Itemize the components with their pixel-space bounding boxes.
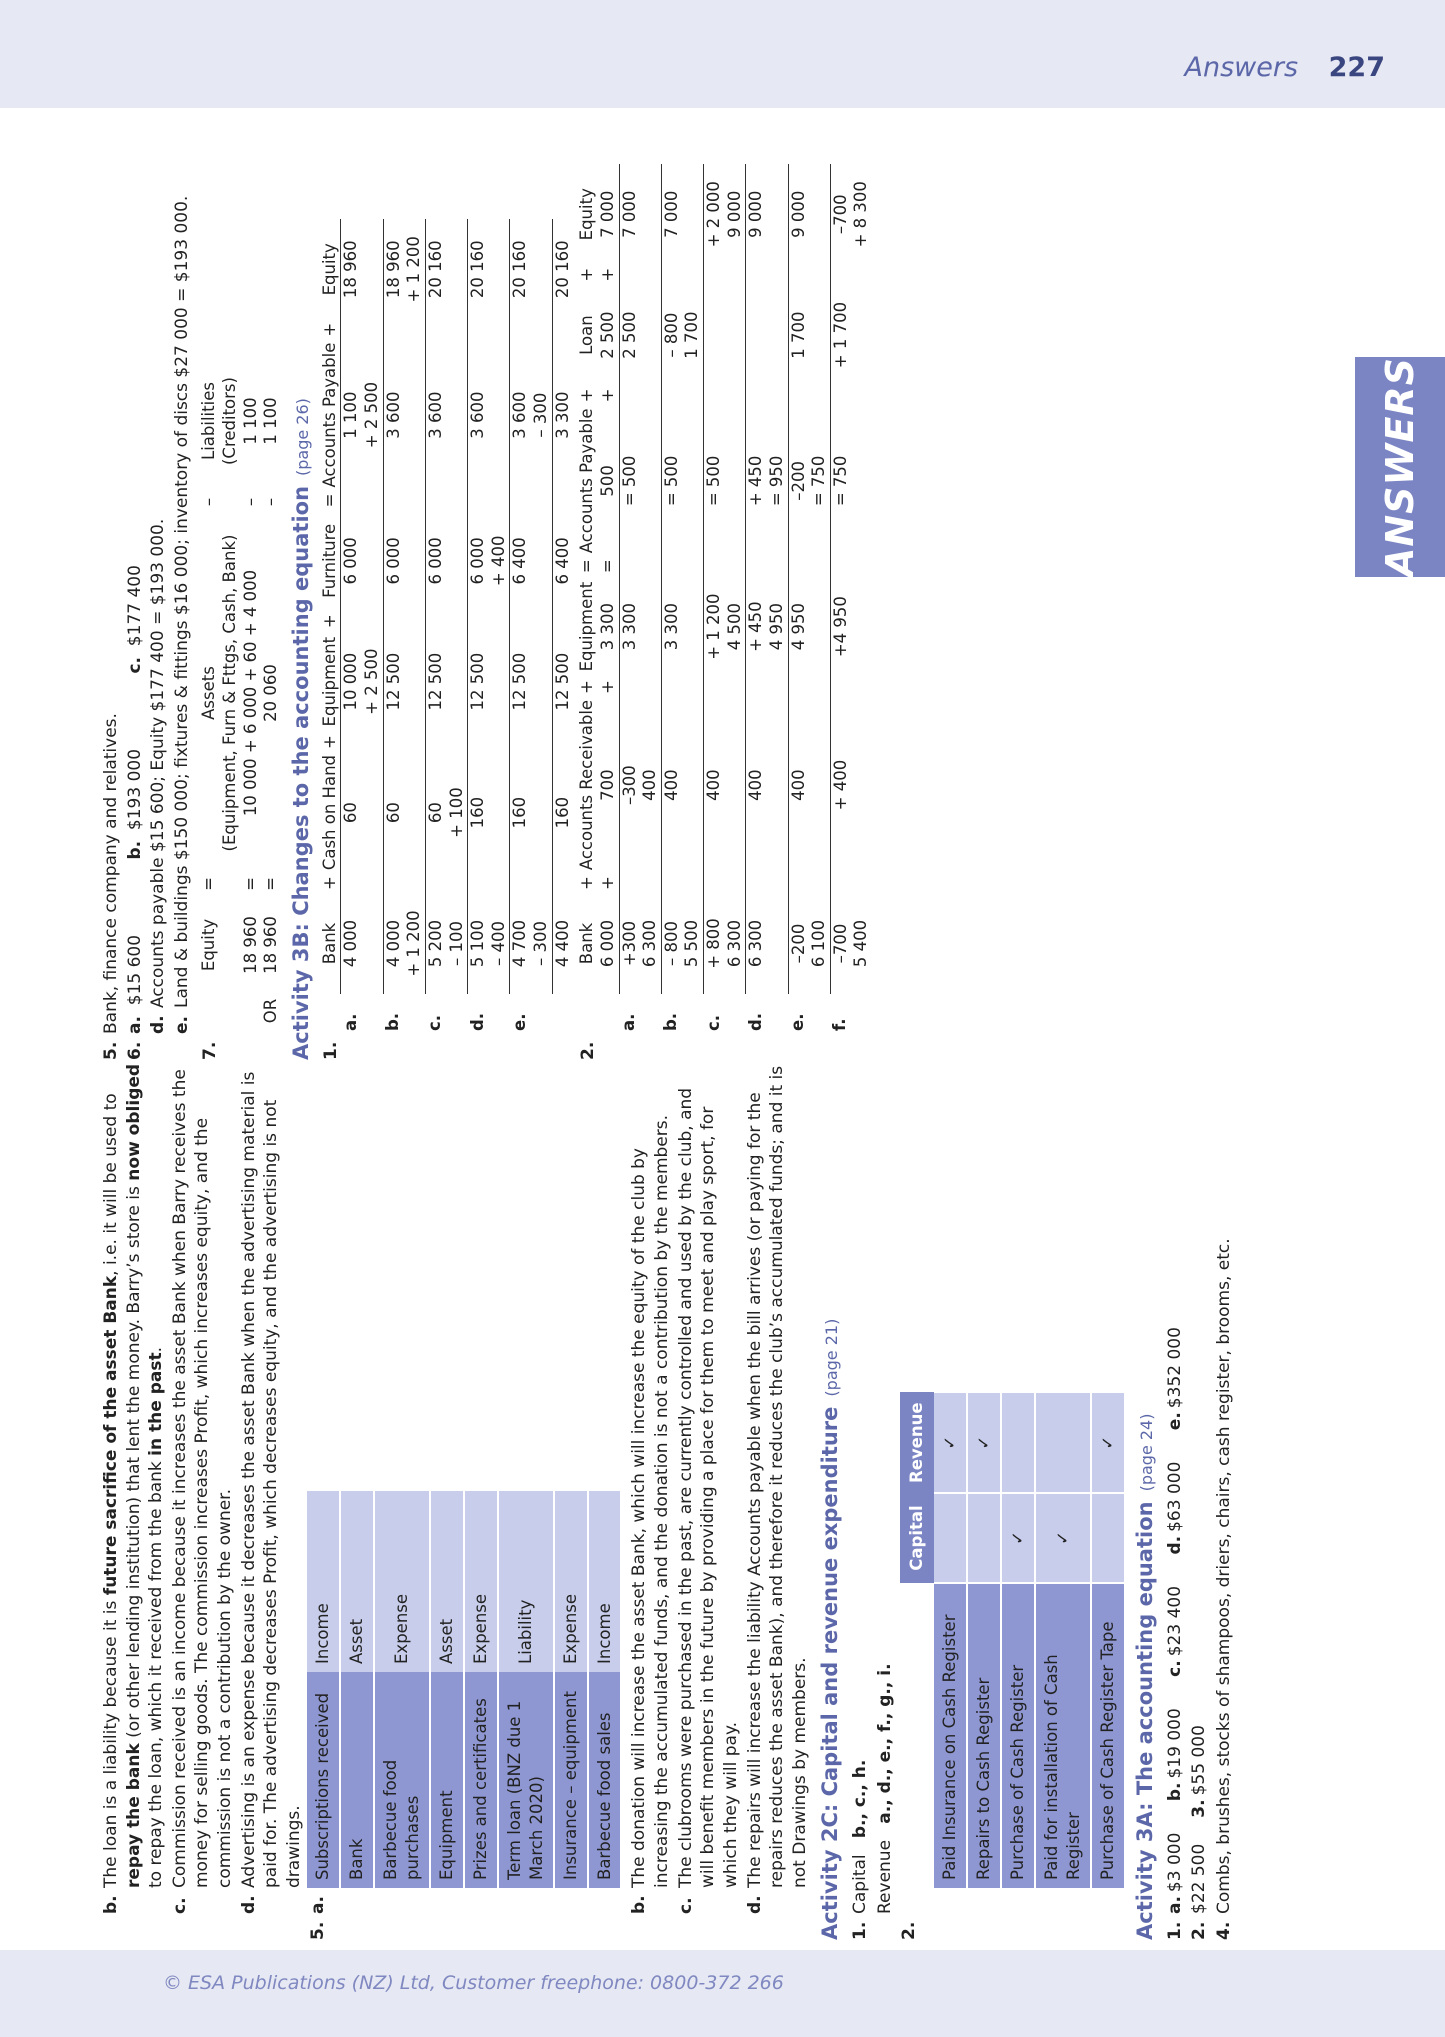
column-header: Loan <box>577 315 597 355</box>
revenue-tick <box>1035 1392 1091 1493</box>
table-row <box>1091 1392 1125 1888</box>
operator-spacer <box>704 556 746 576</box>
equation-row <box>468 219 510 1034</box>
equation-cell: = 500 <box>661 405 703 556</box>
capital-tick <box>934 1493 967 1583</box>
operator: + <box>577 267 597 282</box>
operator-spacer <box>425 873 467 893</box>
row-label: d. <box>467 1012 487 1031</box>
operator-spacer <box>341 873 383 893</box>
equation-cell: 18 960 <box>341 219 383 320</box>
equation-cell: 12 500 <box>425 631 467 732</box>
equation-row <box>746 164 788 1034</box>
act3a-q2-q3: 2. $22 5003.$55 000 <box>1189 1725 1210 1940</box>
revenue-tick: ✓ <box>967 1392 1001 1493</box>
item-classification: Liability <box>498 1491 554 1672</box>
equation-cell: 160 <box>510 752 552 873</box>
column-header: Furniture <box>319 523 339 598</box>
equation-cell: 4 000 <box>341 893 383 994</box>
equation-cell: 160 <box>552 752 573 873</box>
operator-spacer <box>341 732 383 752</box>
item-name: Bank <box>340 1672 374 1888</box>
equation-cell: + 1 700 <box>830 285 872 386</box>
equation-cell: 20 160 <box>468 219 510 320</box>
operator-spacer <box>661 677 703 697</box>
table-row <box>934 1392 967 1888</box>
revenue-tick: ✓ <box>934 1392 967 1493</box>
operator-spacer <box>830 873 872 893</box>
equation-row <box>830 164 872 1034</box>
operator-spacer <box>510 320 552 340</box>
opening-value: 500 <box>597 465 617 497</box>
row-label: c. <box>703 1014 723 1031</box>
equation-cell: = 500 <box>704 405 746 556</box>
equation-cell: 4 000 + 1 200 <box>383 893 425 994</box>
answer-d: d. Advertising is an expense because it decreases the asset Bank when the advertising material is paid for. The advertising decreases Profit, which decreases equity, and the advertising is not drawings. <box>238 1071 304 1914</box>
equation-cell: 3 300 <box>552 340 573 491</box>
col-revenue: Revenue <box>900 1392 934 1493</box>
operator-spacer <box>341 491 383 511</box>
operator-spacer <box>661 556 703 576</box>
operator-spacer <box>341 611 383 631</box>
column-header: Accounts Payable <box>577 408 597 554</box>
operator-spacer <box>704 386 746 406</box>
operator-spacer <box>746 386 788 406</box>
table-row <box>588 1491 622 1888</box>
equation-cell: 20 160 <box>510 219 552 320</box>
row-label: b. <box>661 1012 681 1031</box>
capital-tick: ✓ <box>1001 1493 1035 1583</box>
act2c-q2: 2. <box>899 1921 920 1940</box>
table-row <box>1001 1392 1035 1888</box>
equation-row <box>510 219 552 1034</box>
row-label: a. <box>619 1013 639 1031</box>
answers-side-tab <box>1355 357 1445 577</box>
operator-spacer <box>830 677 872 697</box>
operator-spacer <box>552 732 573 752</box>
row-label: e. <box>788 1013 808 1031</box>
expenditure-item: Repairs to Cash Register <box>967 1583 1001 1888</box>
operator-spacer <box>704 265 746 285</box>
operator-spacer <box>383 732 425 752</box>
equation-cell: + 800 6 300 <box>704 893 746 994</box>
equation-cell: 3 300 <box>661 576 703 677</box>
expenditure-item: Purchase of Cash Register <box>1001 1583 1035 1888</box>
opening-value: 3 300 <box>597 602 617 651</box>
equation-cell: 400 <box>788 697 830 873</box>
operator-spacer <box>746 556 788 576</box>
equation-cell: 3 300 <box>619 576 661 677</box>
operator-spacer <box>425 611 467 631</box>
operator-spacer <box>383 611 425 631</box>
section-title: Answers <box>1184 52 1299 83</box>
operator: = <box>319 493 339 508</box>
capital-tick: ✓ <box>1035 1493 1091 1583</box>
equation-cell: 9 000 <box>788 164 830 265</box>
table-row <box>498 1491 554 1888</box>
item-classification: Asset <box>430 1491 464 1672</box>
operator-spacer <box>383 491 425 511</box>
operator-spacer <box>661 386 703 406</box>
activity-2c-heading: Activity 2C: Capital and revenue expenditure(page 21) <box>818 1318 843 1940</box>
table-row <box>430 1491 464 1888</box>
table-row <box>464 1491 498 1888</box>
answer-6e: e. Land & buildings $150 000; fixtures & fittings $16 000; inventory of discs $27 000 = $193 000. <box>171 195 192 1034</box>
operator-spacer <box>619 265 661 285</box>
equation-cell: 4 950 <box>788 576 830 677</box>
operator: + <box>577 388 597 403</box>
item-classification: Expense <box>374 1491 430 1672</box>
col-capital: Capital <box>900 1493 934 1583</box>
column-header: Equipment <box>319 636 339 727</box>
operator-spacer <box>830 556 872 576</box>
operator-spacer <box>510 491 552 511</box>
equation-cell: –700 5 400 <box>830 893 872 994</box>
operator: = <box>597 559 617 574</box>
equation-cell: 5 100 – 400 <box>468 893 510 994</box>
equation-cell: 9 000 <box>746 164 788 265</box>
expenditure-item: Paid for installation of Cash Register <box>1035 1583 1091 1888</box>
act3a-q4: 4. Combs, brushes, stocks of shampoos, driers, chairs, cash register, brooms, etc. <box>1213 1238 1234 1940</box>
equation-cell: + 450 4 950 <box>746 576 788 677</box>
operator-spacer <box>425 732 467 752</box>
operator-spacer <box>552 491 573 511</box>
revenue-tick: ✓ <box>1091 1392 1125 1493</box>
operator-spacer <box>661 265 703 285</box>
equation-cell: + 450 = 950 <box>746 405 788 556</box>
answer-7: 7. Equity = Assets – Liabilities (Equipment, Furn & Fttgs, Cash, Bank) (Creditors) 18 960 = 10 000 + 6 000 + 60 + 4 000 – 1 100 OR 18 960 = 20 060 – 1 100 <box>199 125 282 1060</box>
operator: + <box>319 614 339 629</box>
opening-value: 6 000 <box>597 919 617 968</box>
equation-cell: 5 200 – 100 <box>425 893 467 994</box>
equation-cell: 400 <box>704 697 746 873</box>
row-label-spacer <box>320 994 341 1034</box>
item-name: Term loan (BNZ due 1 March 2020) <box>498 1672 554 1888</box>
row-label: e. <box>509 1013 529 1031</box>
equation-cell: 7 000 <box>661 164 703 265</box>
equation-cell: 1 700 <box>788 285 830 386</box>
equation-row <box>619 164 661 1034</box>
equation-row <box>425 219 467 1034</box>
equation-cell: 18 960 + 1 200 <box>383 219 425 320</box>
operator-spacer <box>619 386 661 406</box>
table-row <box>1035 1392 1091 1888</box>
operator-spacer <box>619 873 661 893</box>
equation-cell: 20 160 <box>425 219 467 320</box>
equation-cell: 6 000 <box>425 510 467 611</box>
column-header: Bank <box>577 922 597 965</box>
row-label: b. <box>383 1012 403 1031</box>
row-label-spacer <box>577 994 598 1034</box>
item-name: Barbecue food sales <box>588 1672 622 1888</box>
table-row <box>967 1392 1001 1888</box>
operator: + <box>319 735 339 749</box>
item-classification: Income <box>588 1491 622 1672</box>
answer-5d: d. The repairs will increase the liability Accounts payable when the bill arrives (or paying for the repairs reduces the asset Bank), and therefore it reduces the club’s accumulated funds; and it is not Drawings by members. <box>744 1065 810 1914</box>
equation-cell: 4 700 – 300 <box>510 893 552 994</box>
answer-6abc: 6. a. $15 600 b. $193 000 c. $177 400 <box>124 565 145 1060</box>
column-header: Equity <box>577 188 597 241</box>
table-row <box>340 1491 374 1888</box>
column-header: Equity <box>319 243 339 296</box>
equation-cell: – 800 5 500 <box>661 893 703 994</box>
item-name: Insurance – equipment <box>554 1672 588 1888</box>
activity-3b-heading: Activity 3B: Changes to the accounting equation(page 26) <box>288 398 313 1060</box>
operator: = <box>577 559 597 574</box>
operator: + <box>597 876 617 890</box>
equation-cell: 12 500 <box>552 631 573 732</box>
equation-cell: 12 500 <box>383 631 425 732</box>
operator-spacer <box>468 320 510 340</box>
equation-row <box>661 164 703 1034</box>
equation-cell: 12 500 <box>468 631 510 732</box>
equation-cell: 60 <box>341 752 383 873</box>
expenditure-item: Purchase of Cash Register Tape <box>1091 1583 1125 1888</box>
row-label: f. <box>830 1018 850 1031</box>
equation-row <box>383 219 425 1034</box>
operator-spacer <box>425 491 467 511</box>
item-name: Barbecue food purchases <box>374 1672 430 1888</box>
operator-spacer <box>552 611 573 631</box>
operator-spacer <box>552 873 573 893</box>
column-header: Accounts Payable <box>319 342 339 488</box>
column-header: Accounts Receivable <box>577 699 597 871</box>
equation-cell: –200 = 750 <box>788 405 830 556</box>
operator: + <box>577 876 597 890</box>
equation-cell: 4 400 <box>552 893 573 994</box>
equation-cell: 20 160 <box>552 219 573 320</box>
equation-cell: 2 500 <box>619 285 661 386</box>
act3a-q1: 1. a.$3 000 b.$19 000 c.$23 400 d.$63 000 e.$352 000 <box>1164 1327 1185 1940</box>
item-name: Prizes and certificates <box>464 1672 498 1888</box>
opening-value: 700 <box>597 769 617 801</box>
equation-cell: + 2 000 9 000 <box>704 164 746 265</box>
equation-cell: +4 950 <box>830 576 872 677</box>
item-classification: Expense <box>554 1491 588 1672</box>
item-name: Subscriptions received <box>307 1672 340 1888</box>
answer-c: c. Commission received is an income because it increases the asset Bank when Barry receives the money for selling goods. The commission increases Profit, which increases equity, and the commission is not a contribution by the owner. <box>169 1069 236 1914</box>
equation-cell: 1 100 + 2 500 <box>341 340 383 491</box>
operator: + <box>319 322 339 337</box>
operator-spacer <box>788 556 830 576</box>
item-name: Equipment <box>430 1672 464 1888</box>
item-classification: Expense <box>464 1491 498 1672</box>
equation-cell: 400 <box>746 697 788 873</box>
revenue-tick <box>1001 1392 1035 1493</box>
operator-spacer <box>383 873 425 893</box>
operator-spacer <box>619 556 661 576</box>
equation-cell: 6 300 <box>746 893 788 994</box>
equation-cell: 6 400 <box>552 510 573 611</box>
equation-cell: 7 000 <box>619 164 661 265</box>
equation-cell: 6 000 + 400 <box>468 510 510 611</box>
operator-spacer <box>788 386 830 406</box>
running-head <box>1185 52 1385 83</box>
equation-cell: +300 6 300 <box>619 893 661 994</box>
operator-spacer <box>552 320 573 340</box>
row-label-spacer <box>598 994 619 1034</box>
answer-5c: c. The clubrooms were purchased in the past, are currently controlled and used by the club, and will benefit members in the future by providing a place for them to meet and play sport, for which they will pay. <box>675 1087 741 1914</box>
left-column <box>100 1060 1237 1940</box>
operator-spacer <box>788 677 830 697</box>
equation-cell: = 750 <box>830 405 872 556</box>
act2c-q1-revenue: Revenue a., d., e., f., g., i. <box>874 1663 895 1914</box>
operator: + <box>597 680 617 694</box>
operator-spacer <box>746 873 788 893</box>
equation-cell: – 800 1 700 <box>661 285 703 386</box>
changes-table-2 <box>577 164 872 1034</box>
equation-row <box>341 219 383 1034</box>
answer-b: b. The loan is a liability because it is future sacrifice of the asset Bank, i.e. it will be used to repay the bank (or other lending institution) that lent the money. Barry’s store is now obliged to repay the loan, which it received from the bank in the past. <box>101 1063 167 1914</box>
operator-spacer <box>619 677 661 697</box>
side-tab-label: ANSWERS <box>1378 356 1422 578</box>
equation-cell: 12 500 <box>510 631 552 732</box>
equation-cell: 10 000 + 2 500 <box>341 631 383 732</box>
table-row <box>374 1491 430 1888</box>
answer-5-sources: 5. Bank, finance company and relatives. <box>101 713 121 1060</box>
equation-cell: 6 400 <box>510 510 552 611</box>
operator-spacer <box>510 873 552 893</box>
equation-cell: 400 <box>661 697 703 873</box>
accounting-equation-7: Equity = Assets – Liabilities (Equipment, Furn & Fttgs, Cash, Bank) (Creditors) 18 960 = 10 000 + 6 000 + 60 + 4 000 – 1 100 OR 18 960 = 20 060 – 1 100 <box>199 377 281 1024</box>
operator-spacer <box>510 611 552 631</box>
operator-spacer <box>468 732 510 752</box>
equation-cell: –700 + 8 300 <box>830 164 872 265</box>
operator-spacer <box>510 732 552 752</box>
capital-tick <box>967 1493 1001 1583</box>
operator-spacer <box>704 873 746 893</box>
operator-spacer <box>468 491 510 511</box>
equation-cell: 160 <box>468 752 510 873</box>
column-header: Cash on Hand <box>319 754 339 871</box>
equation-cell: 3 600 <box>383 340 425 491</box>
row-label: a. <box>340 1013 360 1031</box>
operator: + <box>597 267 617 282</box>
answer-6d: d. Accounts payable $15 600; Equity $177 400 = $193 000. <box>148 518 169 1034</box>
column-header: Equipment <box>577 581 597 672</box>
equation-cell: + 1 200 4 500 <box>704 576 746 677</box>
footer-text: © ESA Publications (NZ) Ltd, Customer freephone: 0800-372 266 <box>163 1972 784 1994</box>
row-label: c. <box>425 1014 445 1031</box>
equation-cell: 3 600 <box>425 340 467 491</box>
operator-spacer <box>425 320 467 340</box>
opening-value: 7 000 <box>597 190 617 238</box>
equation-cell <box>746 285 788 386</box>
equation-row <box>552 219 573 1034</box>
operator-spacer <box>830 386 872 406</box>
classification-table <box>307 1491 622 1888</box>
equation-cell: –300 400 <box>619 697 661 873</box>
equation-cell: 3 600 – 300 <box>510 340 552 491</box>
table-row <box>554 1491 588 1888</box>
equation-cell: 60 <box>383 752 425 873</box>
right-column <box>100 125 873 1060</box>
row-label: d. <box>745 1012 765 1031</box>
operator-spacer <box>788 265 830 285</box>
operator-spacer <box>468 611 510 631</box>
item-classification: Asset <box>340 1491 374 1672</box>
operator-spacer <box>468 873 510 893</box>
equation-cell <box>704 285 746 386</box>
operator-spacer <box>788 873 830 893</box>
equation-row <box>704 164 746 1034</box>
equation-cell: 3 600 <box>468 340 510 491</box>
operator-spacer <box>341 320 383 340</box>
equation-row <box>788 164 830 1034</box>
activity-3a-heading: Activity 3A: The accounting equation(page 24) <box>1132 1413 1157 1940</box>
operator-spacer <box>746 265 788 285</box>
operator-spacer <box>661 873 703 893</box>
act3b-q2: 2. Bank + Accounts Receivable + Equipment = Accounts Payable + Loan + Equity 6 000 + 700 + 3 300 = 500 + 2 500 + 7 000 a. +300 6 300 –300 400 3 300 = 500 2 500 7 000 b. – 800 5 500 400 3 300 = 500 – 800 1 700 7 000 c. + 800 6 300 400 + 1 200 4 500 = 500 + 2 000 9 000 d. 6 300 400 + 450 4 950 + 450 = 950 9 000 e. –200 6 100 400 4 950 –200 = 750 1 700 9 000 f. –700 5 400 + 400 +4 950 = 750 + 1 700 –700 + 8 300 <box>577 125 872 1060</box>
equation-cell: 60 + 100 <box>425 752 467 873</box>
row-label <box>552 994 573 1034</box>
equation-cell: 6 000 <box>341 510 383 611</box>
column-header: Bank <box>319 922 339 965</box>
answer-5b: b. The donation will increase the asset Bank, which will increase the equity of the club by increasing the accumulated funds, and the donation is not a contribution by the members. <box>629 1114 673 1914</box>
equation-cell: = 500 <box>619 405 661 556</box>
operator-spacer <box>830 265 872 285</box>
item-classification: Income <box>307 1491 340 1672</box>
capital-revenue-table <box>900 1391 1126 1888</box>
changes-table-1 <box>320 219 574 1034</box>
rotated-page-content <box>100 125 1330 1940</box>
equation-cell: –200 6 100 <box>788 893 830 994</box>
operator: + <box>597 388 617 403</box>
expenditure-item: Paid Insurance on Cash Register <box>934 1583 967 1888</box>
act2c-q1-capital: 1. Capital b., c., h. <box>850 1759 871 1940</box>
equation-cell: + 400 <box>830 697 872 873</box>
act3b-q1: 1. Bank + Cash on Hand + Equipment + Furniture = Accounts Payable + Equity a. 4 000 60 10 000 + 2 500 6 000 1 100 + 2 500 18 960 b. 4 000 + 1 200 60 12 500 6 000 3 600 18 960 + 1 200 c. 5 200 – 100 60 + 100 12 500 6 000 3 600 20 160 d. 5 100 – 400 160 12 500 6 000 + 400 3 600 20 160 e. 4 700 – 300 160 12 500 6 400 3 600 – 300 20 160 4 400 160 12 500 6 400 3 300 20 160 <box>320 125 574 1060</box>
operator-spacer <box>746 677 788 697</box>
opening-value: 2 500 <box>597 311 617 359</box>
page-number: 227 <box>1328 52 1385 83</box>
operator: + <box>319 876 339 890</box>
operator-spacer <box>704 677 746 697</box>
answer-5a: 5. a. <box>308 1896 329 1940</box>
operator: + <box>577 680 597 694</box>
capital-tick <box>1091 1493 1125 1583</box>
equation-cell: 6 000 <box>383 510 425 611</box>
operator-spacer <box>383 320 425 340</box>
